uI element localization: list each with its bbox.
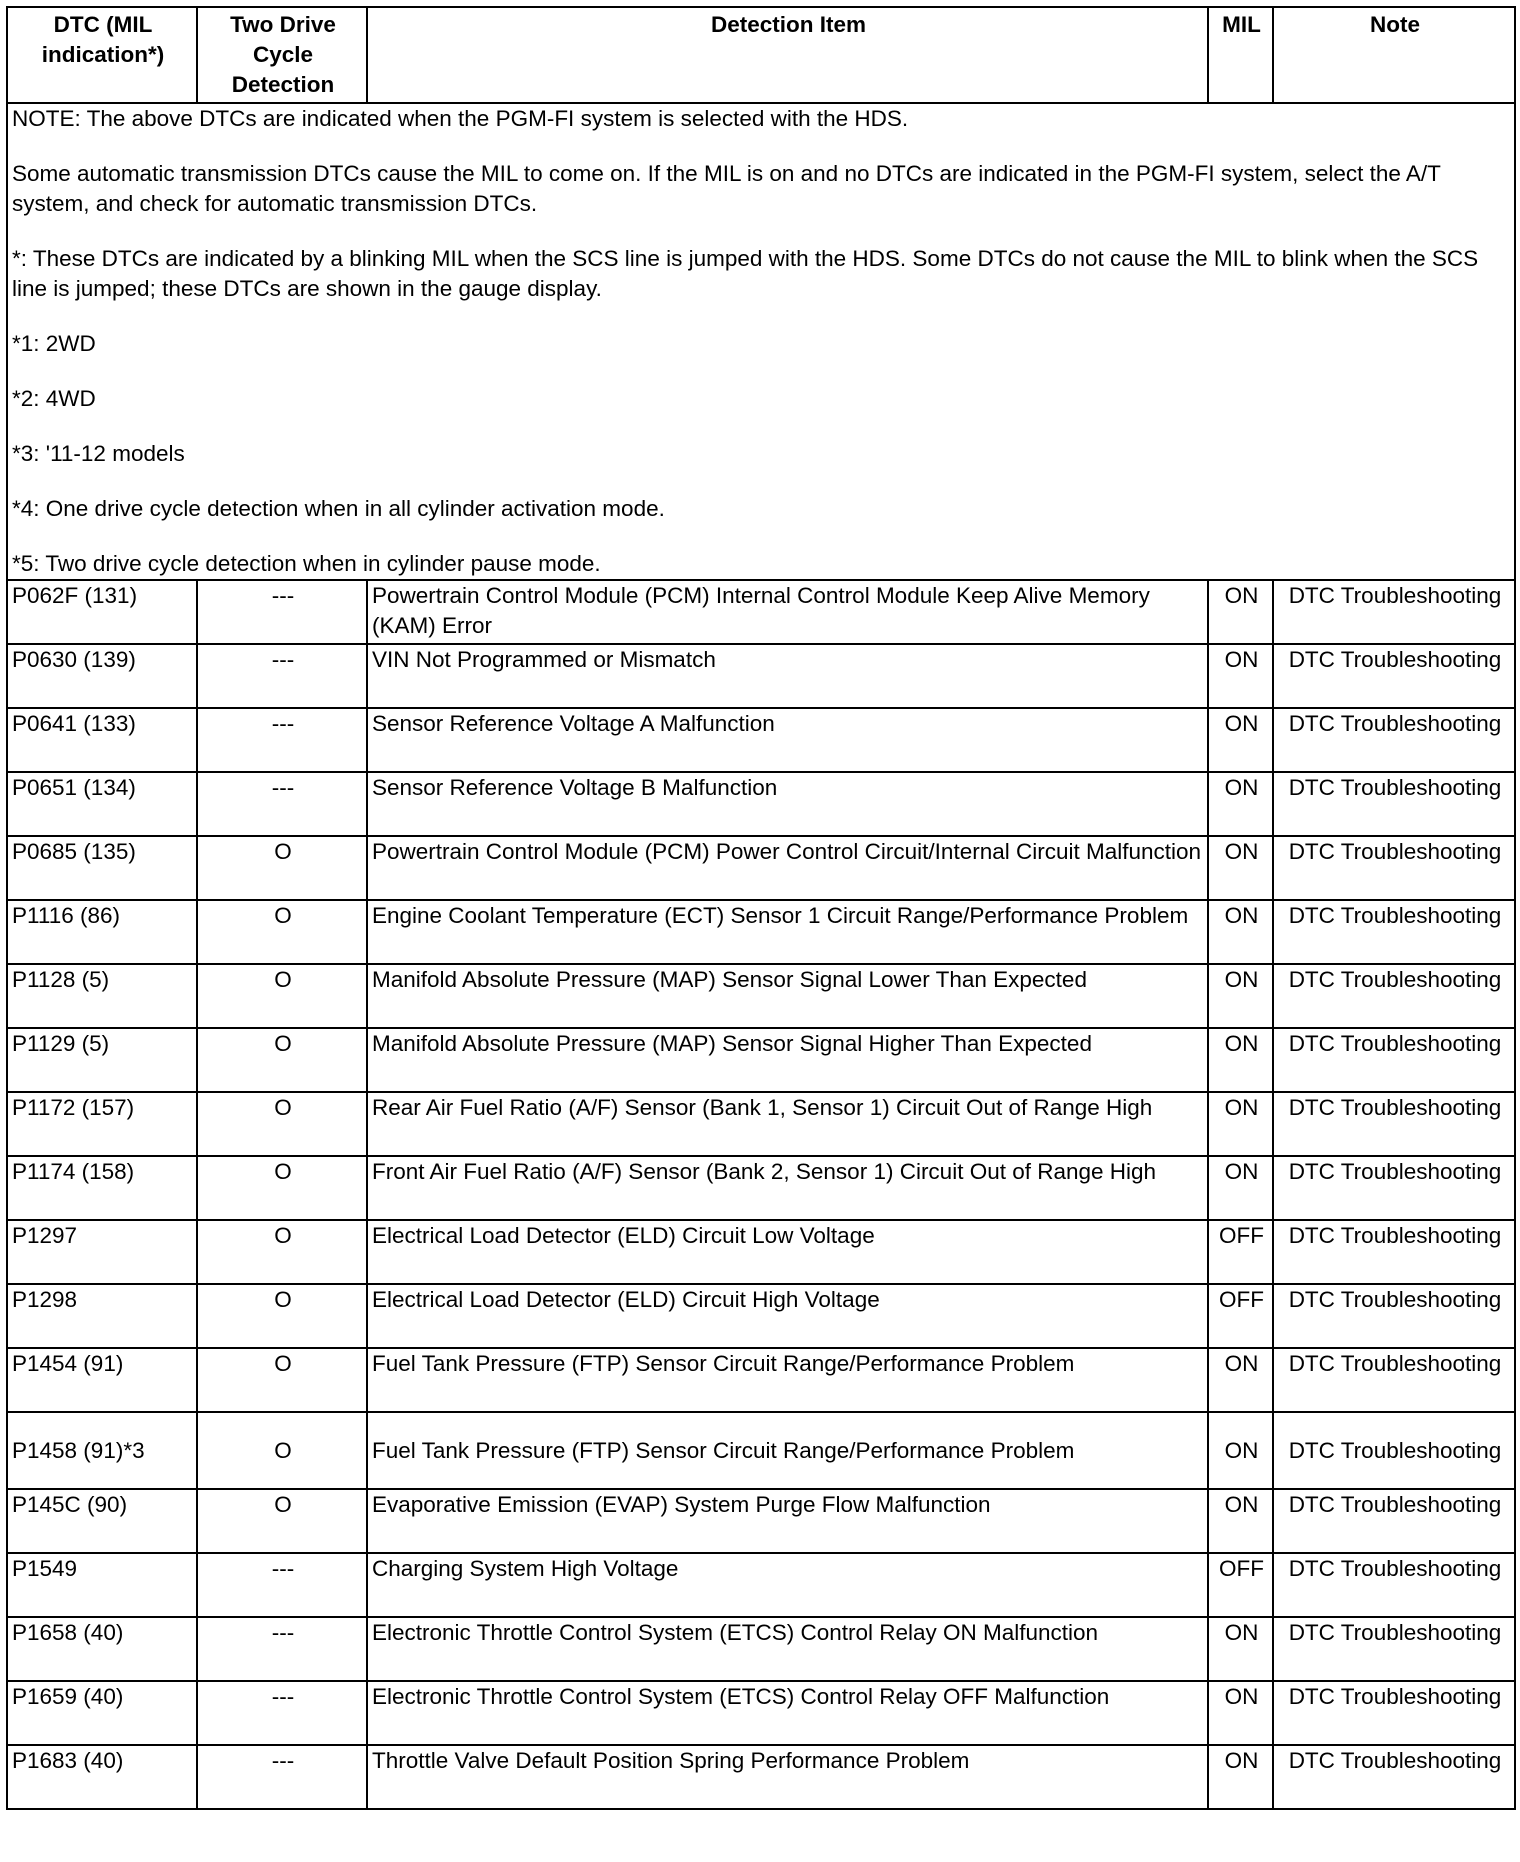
note-hds: NOTE: The above DTCs are indicated when the PGM-FI system is selected with the HDS. <box>12 106 909 131</box>
table-row <box>7 1553 1515 1617</box>
mil-status-cell: ON <box>1208 644 1273 708</box>
two-drive-cycle-cell: O <box>197 1156 367 1220</box>
table-row <box>7 580 1515 644</box>
table-row <box>7 1745 1515 1809</box>
header-dtc: DTC (MIL indication*) <box>7 7 197 103</box>
note-cell: DTC Troubleshooting <box>1273 1553 1515 1617</box>
two-drive-cycle-cell: O <box>197 1284 367 1348</box>
table-header-row <box>7 7 1515 103</box>
dtc-code-cell: P1298 <box>7 1284 197 1348</box>
note-cell: DTC Troubleshooting <box>1273 1156 1515 1220</box>
header-two-drive-cycle: Two Drive Cycle Detection <box>197 7 367 103</box>
detection-item-cell: Front Air Fuel Ratio (A/F) Sensor (Bank 2, Sensor 1) Circuit Out of Range High <box>367 1156 1208 1220</box>
two-drive-cycle-cell: O <box>197 1028 367 1092</box>
note-cell: DTC Troubleshooting <box>1273 708 1515 772</box>
mil-status-cell: ON <box>1208 1028 1273 1092</box>
dtc-code-cell: P1458 (91)*3 <box>7 1412 197 1489</box>
dtc-code-cell: P0641 (133) <box>7 708 197 772</box>
dtc-code-cell: P1174 (158) <box>7 1156 197 1220</box>
note-cell: DTC Troubleshooting <box>1273 1028 1515 1092</box>
note-cell: DTC Troubleshooting <box>1273 1617 1515 1681</box>
two-drive-cycle-cell: O <box>197 1348 367 1412</box>
dtc-code-cell: P145C (90) <box>7 1489 197 1553</box>
dtc-code-cell: P1549 <box>7 1553 197 1617</box>
table-row <box>7 1220 1515 1284</box>
detection-item-cell: Fuel Tank Pressure (FTP) Sensor Circuit Range/Performance Problem <box>367 1412 1208 1489</box>
dtc-code-cell: P1454 (91) <box>7 1348 197 1412</box>
table-row <box>7 1092 1515 1156</box>
mil-status-cell: ON <box>1208 1412 1273 1489</box>
note-cell: DTC Troubleshooting <box>1273 964 1515 1028</box>
two-drive-cycle-cell: --- <box>197 1681 367 1745</box>
notes-cell <box>7 103 1515 580</box>
mil-status-cell: ON <box>1208 1617 1273 1681</box>
notes-row <box>7 103 1515 580</box>
detection-item-cell: Electronic Throttle Control System (ETCS) Control Relay ON Malfunction <box>367 1617 1208 1681</box>
table-row <box>7 644 1515 708</box>
note-blinking-mil: *: These DTCs are indicated by a blinking MIL when the SCS line is jumped with the HDS. Some DTCs do not cause the MIL to blink when the SCS line is jumped; these DTCs are shown in the gauge display. <box>12 246 1479 301</box>
two-drive-cycle-cell: O <box>197 900 367 964</box>
dtc-code-cell: P1172 (157) <box>7 1092 197 1156</box>
mil-status-cell: ON <box>1208 1681 1273 1745</box>
detection-item-cell: Powertrain Control Module (PCM) Internal Control Module Keep Alive Memory (KAM) Error <box>367 580 1208 644</box>
note-cell: DTC Troubleshooting <box>1273 836 1515 900</box>
mil-status-cell: ON <box>1208 964 1273 1028</box>
mil-status-cell: ON <box>1208 900 1273 964</box>
table-row <box>7 1681 1515 1745</box>
dtc-code-cell: P062F (131) <box>7 580 197 644</box>
note-cell: DTC Troubleshooting <box>1273 1681 1515 1745</box>
mil-status-cell: ON <box>1208 1745 1273 1809</box>
note-cell: DTC Troubleshooting <box>1273 1412 1515 1489</box>
detection-item-cell: Electrical Load Detector (ELD) Circuit High Voltage <box>367 1284 1208 1348</box>
detection-item-cell: Throttle Valve Default Position Spring Performance Problem <box>367 1745 1208 1809</box>
detection-item-cell: Rear Air Fuel Ratio (A/F) Sensor (Bank 1, Sensor 1) Circuit Out of Range High <box>367 1092 1208 1156</box>
two-drive-cycle-cell: --- <box>197 708 367 772</box>
dtc-code-cell: P0630 (139) <box>7 644 197 708</box>
mil-status-cell: ON <box>1208 772 1273 836</box>
mil-status-cell: ON <box>1208 1489 1273 1553</box>
mil-status-cell: OFF <box>1208 1284 1273 1348</box>
mil-status-cell: OFF <box>1208 1220 1273 1284</box>
table-row <box>7 836 1515 900</box>
detection-item-cell: Evaporative Emission (EVAP) System Purge Flow Malfunction <box>367 1489 1208 1553</box>
mil-status-cell: ON <box>1208 836 1273 900</box>
detection-item-cell: Electrical Load Detector (ELD) Circuit Low Voltage <box>367 1220 1208 1284</box>
two-drive-cycle-cell: --- <box>197 644 367 708</box>
detection-item-cell: Powertrain Control Module (PCM) Power Control Circuit/Internal Circuit Malfunction <box>367 836 1208 900</box>
note-automatic-transmission: Some automatic transmission DTCs cause the MIL to come on. If the MIL is on and no DTCs are indicated in the PGM-FI system, select the A/T system, and check for automatic transmission DTCs. <box>12 161 1441 216</box>
dtc-table <box>6 6 1516 1810</box>
note-cell: DTC Troubleshooting <box>1273 1745 1515 1809</box>
table-row <box>7 1348 1515 1412</box>
detection-item-cell: Sensor Reference Voltage A Malfunction <box>367 708 1208 772</box>
mil-status-cell: ON <box>1208 1348 1273 1412</box>
dtc-code-cell: P1659 (40) <box>7 1681 197 1745</box>
table-row <box>7 900 1515 964</box>
two-drive-cycle-cell: --- <box>197 1617 367 1681</box>
two-drive-cycle-cell: O <box>197 964 367 1028</box>
mil-status-cell: ON <box>1208 1156 1273 1220</box>
detection-item-cell: Electronic Throttle Control System (ETCS) Control Relay OFF Malfunction <box>367 1681 1208 1745</box>
note-cell: DTC Troubleshooting <box>1273 1348 1515 1412</box>
two-drive-cycle-cell: --- <box>197 1745 367 1809</box>
dtc-code-cell: P0651 (134) <box>7 772 197 836</box>
note-cell: DTC Troubleshooting <box>1273 580 1515 644</box>
note-footnote-3: *3: '11-12 models <box>12 441 185 466</box>
table-row <box>7 1028 1515 1092</box>
mil-status-cell: ON <box>1208 708 1273 772</box>
header-detection-item: Detection Item <box>367 7 1208 103</box>
note-cell: DTC Troubleshooting <box>1273 1489 1515 1553</box>
dtc-code-cell: P1116 (86) <box>7 900 197 964</box>
two-drive-cycle-cell: O <box>197 1489 367 1553</box>
table-row <box>7 964 1515 1028</box>
dtc-code-cell: P1128 (5) <box>7 964 197 1028</box>
table-row <box>7 1156 1515 1220</box>
two-drive-cycle-cell: --- <box>197 580 367 644</box>
dtc-code-cell: P1297 <box>7 1220 197 1284</box>
dtc-code-cell: P1658 (40) <box>7 1617 197 1681</box>
dtc-code-cell: P1129 (5) <box>7 1028 197 1092</box>
note-footnote-2: *2: 4WD <box>12 386 96 411</box>
two-drive-cycle-cell: O <box>197 1092 367 1156</box>
note-footnote-5: *5: Two drive cycle detection when in cylinder pause mode. <box>12 551 601 576</box>
note-cell: DTC Troubleshooting <box>1273 1220 1515 1284</box>
dtc-code-cell: P1683 (40) <box>7 1745 197 1809</box>
table-row <box>7 772 1515 836</box>
detection-item-cell: VIN Not Programmed or Mismatch <box>367 644 1208 708</box>
two-drive-cycle-cell: O <box>197 1412 367 1489</box>
table-row <box>7 708 1515 772</box>
detection-item-cell: Sensor Reference Voltage B Malfunction <box>367 772 1208 836</box>
mil-status-cell: OFF <box>1208 1553 1273 1617</box>
mil-status-cell: ON <box>1208 580 1273 644</box>
two-drive-cycle-cell: --- <box>197 772 367 836</box>
dtc-code-cell: P0685 (135) <box>7 836 197 900</box>
note-cell: DTC Troubleshooting <box>1273 644 1515 708</box>
two-drive-cycle-cell: O <box>197 1220 367 1284</box>
detection-item-cell: Charging System High Voltage <box>367 1553 1208 1617</box>
header-note: Note <box>1273 7 1515 103</box>
table-row <box>7 1284 1515 1348</box>
note-cell: DTC Troubleshooting <box>1273 900 1515 964</box>
table-row <box>7 1617 1515 1681</box>
detection-item-cell: Fuel Tank Pressure (FTP) Sensor Circuit Range/Performance Problem <box>367 1348 1208 1412</box>
table-row <box>7 1489 1515 1553</box>
detection-item-cell: Manifold Absolute Pressure (MAP) Sensor Signal Lower Than Expected <box>367 964 1208 1028</box>
two-drive-cycle-cell: --- <box>197 1553 367 1617</box>
note-cell: DTC Troubleshooting <box>1273 1092 1515 1156</box>
mil-status-cell: ON <box>1208 1092 1273 1156</box>
note-cell: DTC Troubleshooting <box>1273 772 1515 836</box>
note-footnote-4: *4: One drive cycle detection when in all cylinder activation mode. <box>12 496 665 521</box>
note-cell: DTC Troubleshooting <box>1273 1284 1515 1348</box>
two-drive-cycle-cell: O <box>197 836 367 900</box>
detection-item-cell: Manifold Absolute Pressure (MAP) Sensor Signal Higher Than Expected <box>367 1028 1208 1092</box>
table-row <box>7 1412 1515 1489</box>
detection-item-cell: Engine Coolant Temperature (ECT) Sensor 1 Circuit Range/Performance Problem <box>367 900 1208 964</box>
note-footnote-1: *1: 2WD <box>12 331 96 356</box>
header-mil: MIL <box>1208 7 1273 103</box>
